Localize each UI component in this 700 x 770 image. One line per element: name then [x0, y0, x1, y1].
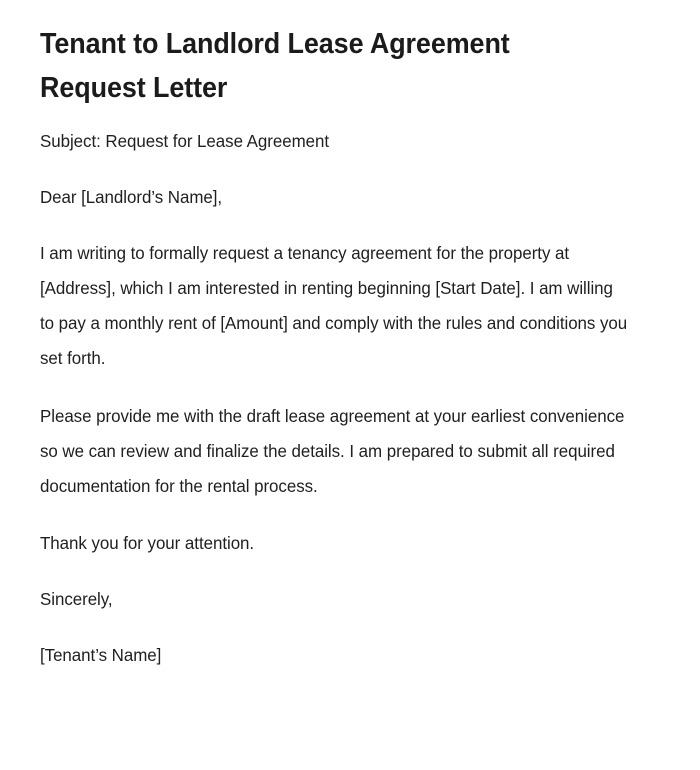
signature-name: [Tenant’s Name] [40, 645, 162, 665]
body-paragraph-1: I am writing to formally request a tenancy agreement for the property at [Address], which I am interested in renting beginning [Start Date]. I am willing to pay a monthly rent of [Amount] and comply with the rules and conditions you set forth. [40, 243, 628, 368]
subject-line: Subject: Request for Lease Agreement [40, 131, 330, 151]
salutation: Dear [Landlord’s Name], [40, 187, 223, 207]
letter-body [40, 124, 638, 673]
closing-thanks: Thank you for your attention. [40, 533, 255, 553]
page-title: Tenant to Landlord Lease Agreement Request Letter [40, 28, 510, 104]
body-paragraph-2: Please provide me with the draft lease agreement at your earliest convenience so we can review and finalize the details. I am prepared to submit all required documentation for the rental process. [40, 405, 625, 496]
sign-off: Sincerely, [40, 589, 113, 609]
